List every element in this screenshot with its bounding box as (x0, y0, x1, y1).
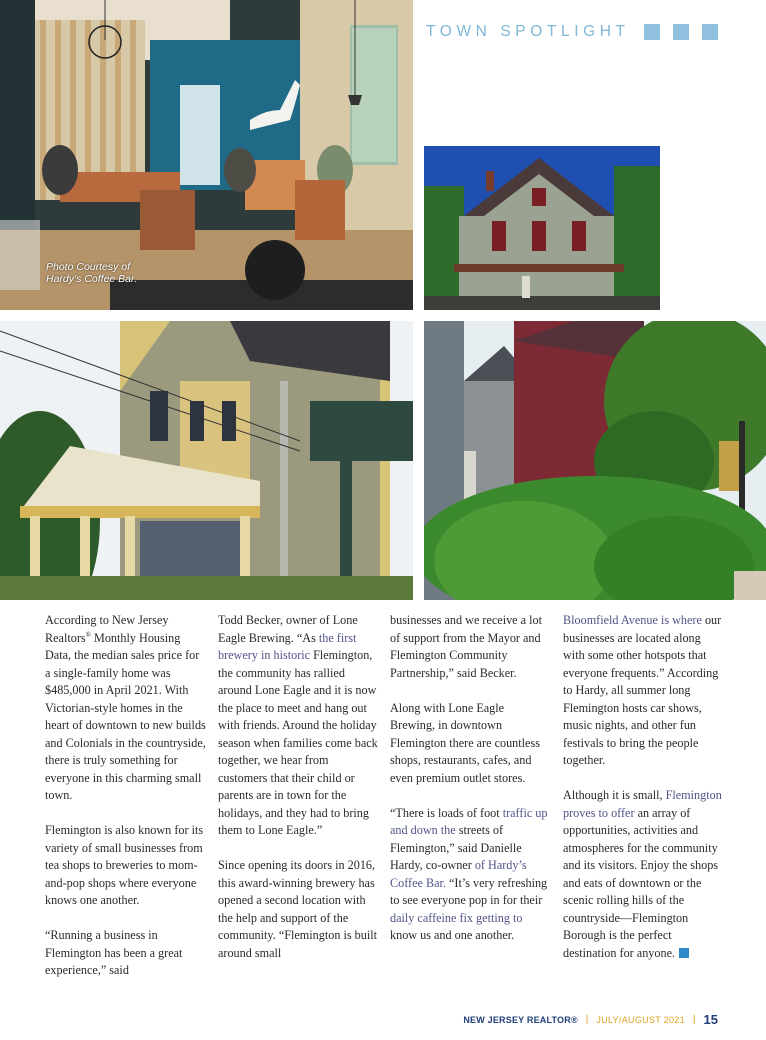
paragraph (45, 612, 207, 805)
text-run: Todd Becker, owner of Lone Eagle Brewing. “As (218, 613, 358, 645)
paragraph (218, 612, 380, 840)
section-title: TOWN SPOTLIGHT (426, 23, 630, 40)
photo-credit-line-1: Photo Courtesy of (46, 261, 131, 273)
victorian-house-photo (424, 146, 660, 310)
article-column-1 (45, 612, 207, 997)
article-column-2 (218, 612, 380, 980)
yellow-house-photo (0, 321, 413, 600)
text-run: our businesses are located along with some other hotspots that everyone frequents.” According to Hardy, all summer long Flemington hosts car shows, music nights, and other fun festivals to bring the people together. (563, 613, 722, 767)
highlighted-text: traffic up and down the (390, 805, 548, 837)
paragraph: Flemington is also known for its variety of small businesses from tea shops to breweries to mom-and-pop shops where everyone knows one another. (45, 823, 204, 907)
article-column-4 (563, 612, 725, 980)
square-icon (702, 24, 718, 40)
registered-mark: ® (85, 630, 91, 639)
text-run: According to New Jersey Realtors (45, 613, 169, 645)
text-run: Monthly Housing Data, the median sales price for a single-family home was $485,000 in April 2021. With Victorian-style homes in the heart of downtown to new builds and Colonials in the countryside, there is truly something for everyone in this charming small town. (45, 630, 206, 802)
highlighted-text: daily caffeine fix getting to (390, 910, 523, 925)
text-run: an array of opportunities, activities and atmospheres for the community and its visitors. Enjoy the shops and eats of downtown or the scenic rolling hills of the countryside—Flemington Borough is the perfect destination for anyone. (563, 805, 719, 960)
photo-credit (46, 261, 166, 285)
issue-date: JULY/AUGUST 2021 (596, 1014, 685, 1025)
footer-separator: | (585, 1014, 589, 1025)
text-run: “It’s very refreshing to see everyone pop in for their (390, 875, 548, 907)
text-run: streets of Flemington,” said Danielle Hardy, co-owner (390, 823, 522, 872)
decorative-squares (644, 24, 718, 40)
end-mark-icon (679, 948, 689, 958)
text-run: “There is loads of foot (390, 805, 503, 820)
square-icon (673, 24, 689, 40)
article-column-3 (390, 612, 552, 962)
paragraph (563, 612, 725, 770)
page-footer (463, 1012, 718, 1027)
highlighted-text: Bloomfield Avenue is where (563, 613, 702, 627)
paragraph: Along with Lone Eagle Brewing, in downtown Flemington there are countless shops, restaurants, cafes, and even premium outlet stores. (390, 700, 540, 785)
magazine-name: NEW JERSEY REALTOR® (463, 1014, 578, 1025)
section-header (426, 23, 630, 41)
paragraph (563, 787, 725, 962)
square-icon (644, 24, 660, 40)
photo-credit-line-2: Hardy’s Coffee Bar. (46, 273, 138, 285)
paragraph: “Running a business in Flemington has been a great experience,” said (45, 928, 183, 977)
text-run: Flemington, the community has rallied around Lone Eagle and it is now the place to meet and hang out with friends. Around the holiday season when families come back together, we hear from customers that their child or parents are in town for the holidays, and they had to bring them to Lone Eagle.” (218, 648, 378, 837)
street-view-photo (424, 321, 766, 600)
highlighted-text: the first brewery in historic (218, 630, 357, 662)
text-run: Although it is small, (563, 788, 666, 802)
highlighted-text: of Hardy’s Coffee Bar. (390, 858, 527, 890)
paragraph: businesses and we receive a lot of support from the Mayor and Flemington Community Partnership,” said Becker. (390, 613, 542, 680)
highlighted-text: Flemington proves to offer (563, 788, 722, 820)
page-number: 15 (703, 1012, 718, 1027)
footer-separator: | (692, 1014, 696, 1025)
paragraph (390, 805, 552, 945)
text-run: know us and one another. (390, 928, 515, 942)
paragraph: Since opening its doors in 2016, this award-winning brewery has opened a second location with the help and support of the community. “Flemington is built around small (218, 858, 377, 960)
